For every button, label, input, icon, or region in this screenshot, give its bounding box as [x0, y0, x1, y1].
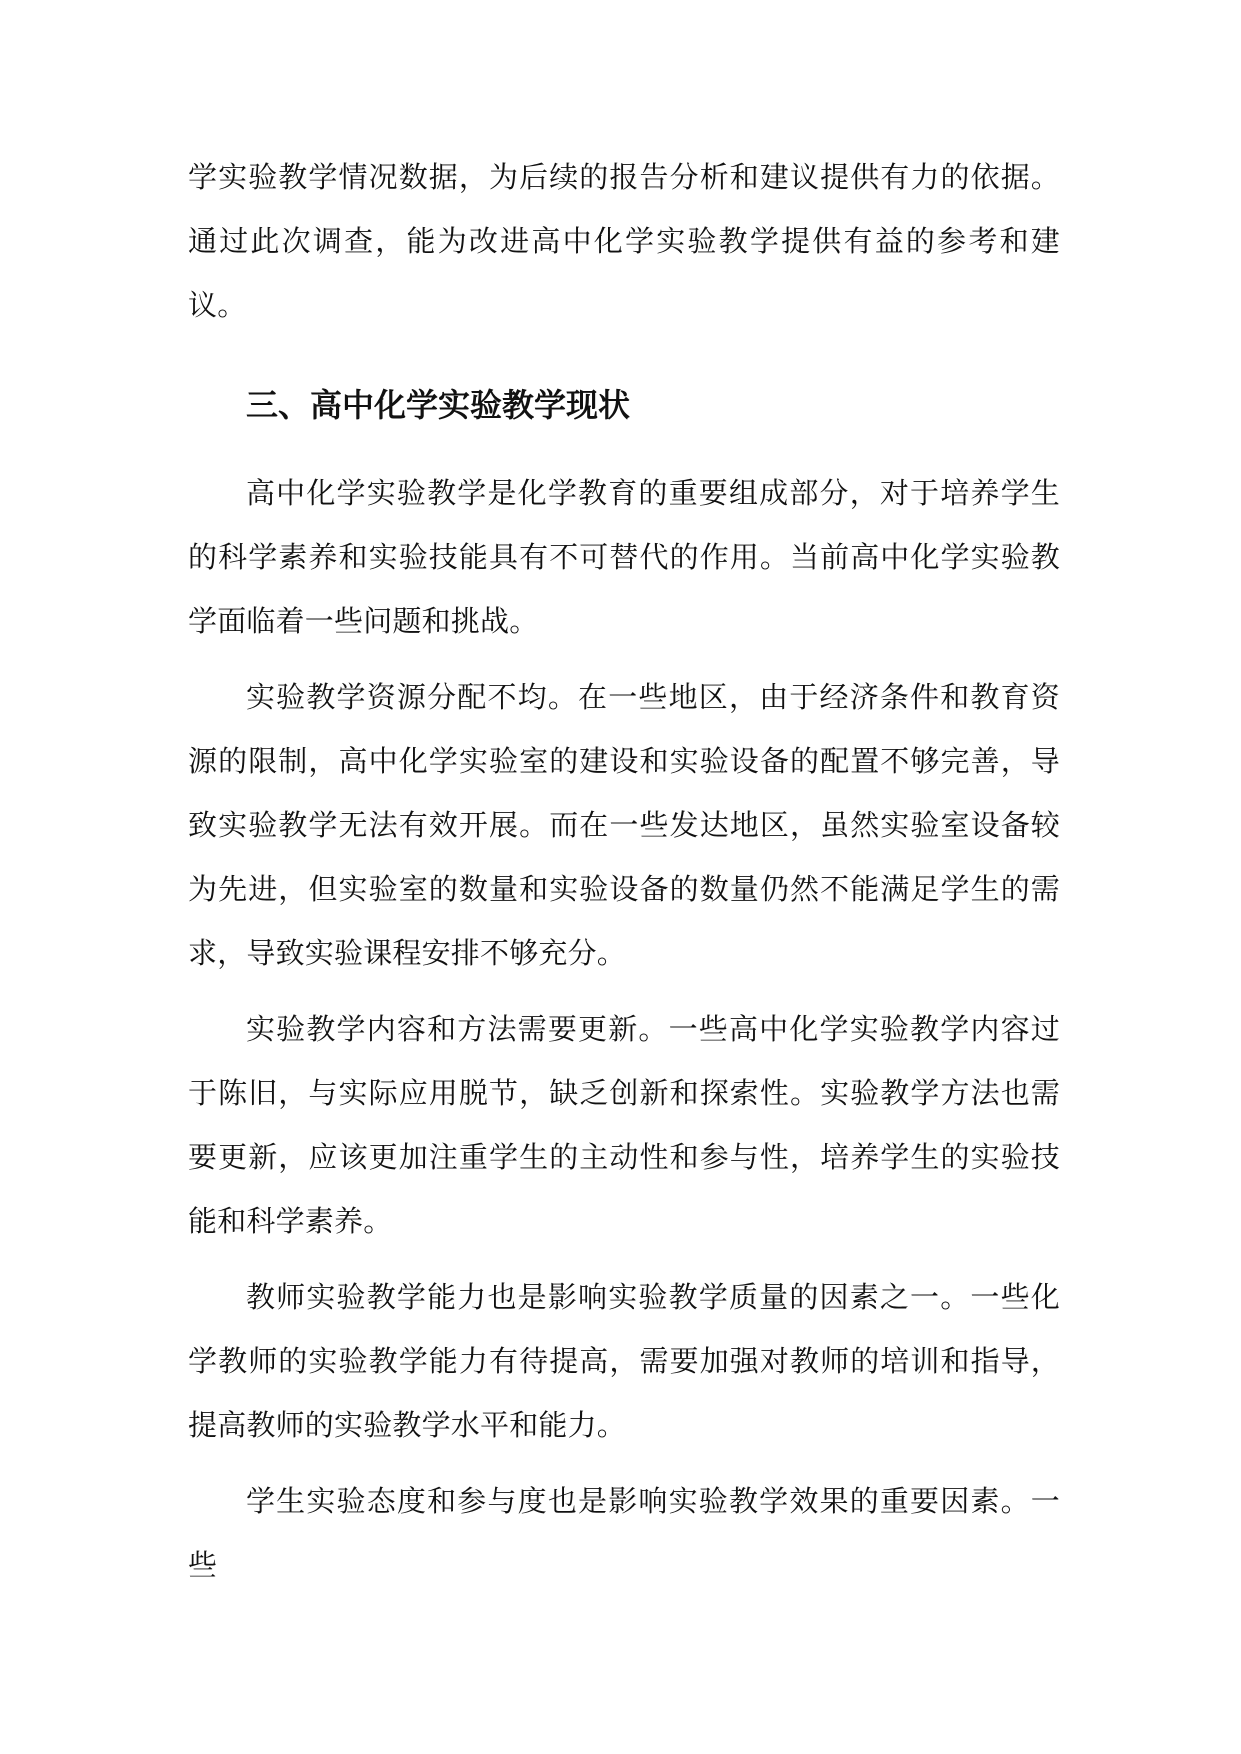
- paragraph-student-attitude: 学生实验态度和参与度也是影响实验教学效果的重要因素。一些: [188, 1484, 1060, 1582]
- continued-paragraph: 学实验教学情况数据，为后续的报告分析和建议提供有力的依据。通过此次调查，能为改进高中化学实验教学提供有益的参考和建议。: [188, 160, 1060, 322]
- paragraph-intro: 高中化学实验教学是化学教育的重要组成部分，对于培养学生的科学素养和实验技能具有不可替代的作用。当前高中化学实验教学面临着一些问题和挑战。: [188, 476, 1060, 638]
- paragraph-resources: 实验教学资源分配不均。在一些地区，由于经济条件和教育资源的限制，高中化学实验室的建设和实验设备的配置不够完善，导致实验教学无法有效开展。而在一些发达地区，虽然实验室设备较为先进，但实验室的数量和实验设备的数量仍然不能满足学生的需求，导致实验课程安排不够充分。: [188, 680, 1060, 970]
- section-heading: 三、高中化学实验教学现状: [246, 386, 631, 424]
- document-body: [188, 145, 1060, 1597]
- paragraph-content-methods: 实验教学内容和方法需要更新。一些高中化学实验教学内容过于陈旧，与实际应用脱节，缺乏创新和探索性。实验教学方法也需要更新，应该更加注重学生的主动性和参与性，培养学生的实验技能和科学素养。: [188, 1012, 1060, 1238]
- paragraph-teacher-ability: 教师实验教学能力也是影响实验教学质量的因素之一。一些化学教师的实验教学能力有待提高，需要加强对教师的培训和指导，提高教师的实验教学水平和能力。: [188, 1280, 1060, 1442]
